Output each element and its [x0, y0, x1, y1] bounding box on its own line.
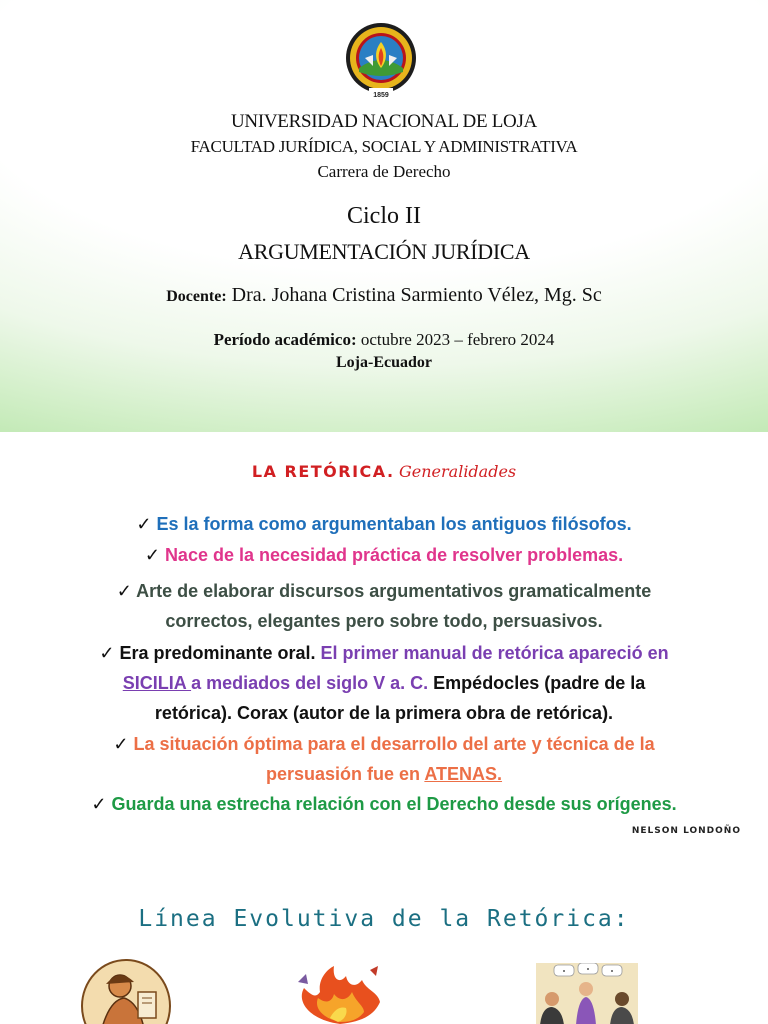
check-icon: ✓ — [99, 643, 115, 663]
slide-title — [0, 462, 768, 482]
bullet-1-text: Es la forma como argumentaban los antiguos filósofos. — [156, 514, 632, 534]
bullet-4-manual: El primer manual de retórica apareció en — [320, 643, 669, 663]
seal-year: 1859 — [373, 92, 389, 99]
ancient-writer-icon — [80, 958, 172, 1024]
bullet-2 — [0, 540, 768, 570]
subject-title: ARGUMENTACIÓN JURÍDICA — [238, 239, 530, 264]
bullet-4-sicilia: SICILIA — [122, 673, 192, 693]
title-slide — [0, 0, 768, 432]
bullet-3-text-line2: correctos, elegantes pero sobre todo, persuasivos. — [165, 611, 603, 631]
university-name: UNIVERSIDAD NACIONAL DE LOJA — [231, 111, 537, 132]
bullet-4-oral: Era predominante oral. — [119, 643, 316, 663]
check-icon: ✓ — [91, 794, 107, 814]
teacher-line — [0, 284, 768, 307]
bullet-5-text-line1: La situación óptima para el desarrollo del arte y técnica de la — [133, 734, 655, 754]
title-main: LA RETÓRICA. — [251, 462, 395, 481]
period-label: Período académico: — [213, 330, 357, 349]
flame-flower-icon — [290, 962, 390, 1024]
bullet-3-text-line1: Arte de elaborar discursos argumentativos gramaticalmente — [136, 581, 652, 601]
check-icon: ✓ — [116, 581, 132, 601]
teacher-label: Docente: — [166, 288, 227, 305]
career-name: Carrera de Derecho — [317, 162, 451, 181]
bullet-6-text: Guarda una estrecha relación con el Derecho desde sus orígenes. — [111, 794, 677, 814]
university-seal-icon — [343, 22, 419, 100]
check-icon: ✓ — [113, 734, 129, 754]
rhetoric-slide — [0, 432, 768, 864]
bullet-4-corax: retórica). Corax (autor de la primera obra de retórica). — [154, 703, 614, 723]
period-value: octubre 2023 – febrero 2024 — [360, 330, 555, 349]
bullet-4-empedocles: Empédocles (padre de la — [433, 673, 646, 693]
slide-title: Línea Evolutiva de la Retórica: — [138, 906, 630, 932]
bullet-4-century: a mediados del siglo V a. C. — [191, 673, 429, 693]
bullet-1 — [0, 509, 768, 539]
cycle-label: Ciclo II — [347, 203, 421, 229]
faculty-name: FACULTAD JURÍDICA, SOCIAL Y ADMINISTRATIVA — [190, 137, 578, 156]
evolution-slide — [0, 864, 768, 1024]
people-discussion-icon — [536, 963, 638, 1024]
period-line — [0, 330, 768, 350]
bullet-5-atenas: ATENAS. — [424, 764, 503, 784]
bullet-3 — [0, 576, 768, 636]
bullet-4 — [0, 638, 768, 728]
bullet-5-text-line2: persuasión fue en — [265, 764, 421, 784]
place-label: Loja-Ecuador — [336, 354, 432, 371]
bullet-6 — [0, 789, 768, 819]
check-icon: ✓ — [136, 514, 152, 534]
check-icon: ✓ — [144, 545, 160, 565]
title-sub: Generalidades — [398, 462, 517, 481]
bullet-5 — [0, 729, 768, 789]
author-credit: NELSON LONDOÑO — [631, 826, 741, 836]
bullet-2-text: Nace de la necesidad práctica de resolver problemas. — [164, 545, 624, 565]
teacher-name: Dra. Johana Cristina Sarmiento Vélez, Mg. Sc — [231, 284, 602, 306]
